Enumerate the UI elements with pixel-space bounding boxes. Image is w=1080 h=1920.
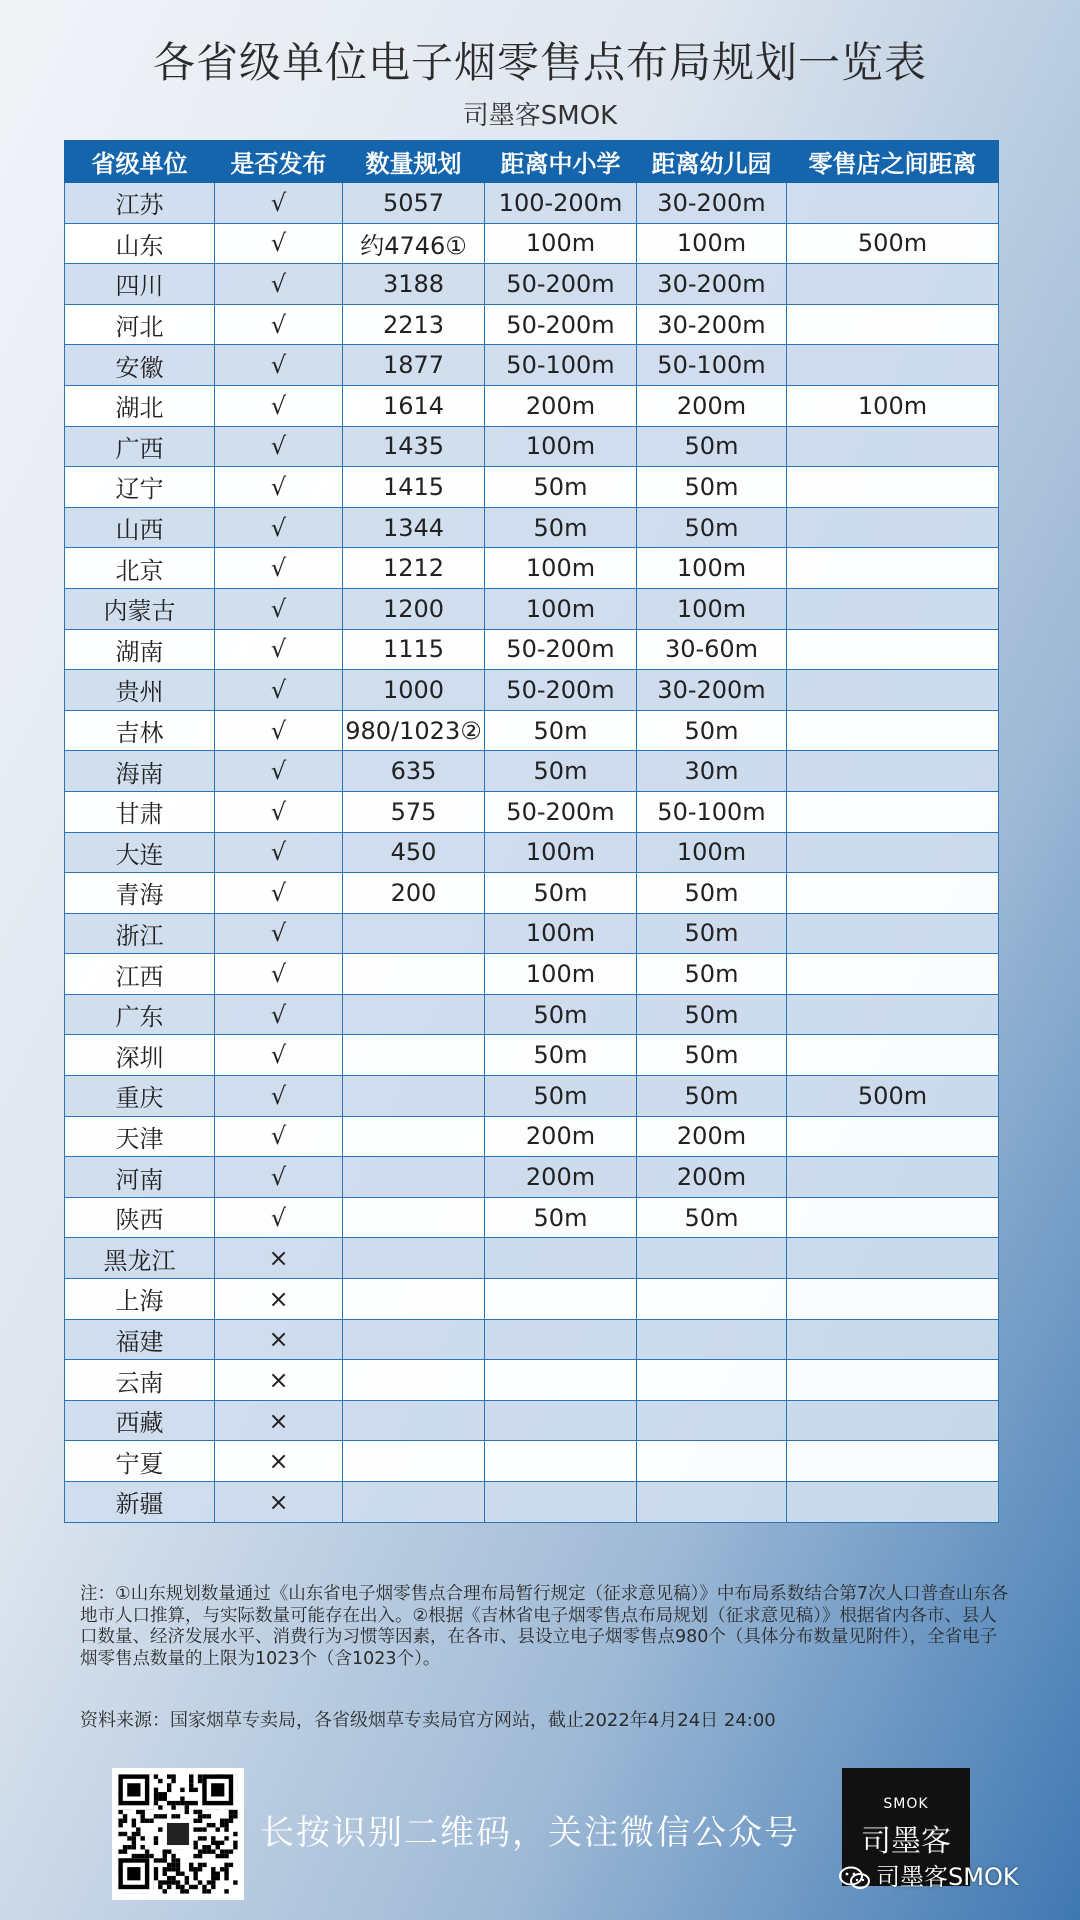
cell-published: × bbox=[215, 1482, 343, 1523]
table-row bbox=[65, 588, 999, 629]
logo-big-text: 司墨客 bbox=[861, 1824, 951, 1859]
table-row bbox=[65, 1482, 999, 1523]
cell-quantity: 1000 bbox=[343, 670, 485, 711]
cell-kindergarten-distance: 30m bbox=[637, 751, 787, 792]
cell-school-distance: 50-200m bbox=[485, 629, 637, 670]
cell-province: 天津 bbox=[65, 1116, 215, 1157]
cell-province: 内蒙古 bbox=[65, 588, 215, 629]
cell-province: 湖南 bbox=[65, 629, 215, 670]
cell-quantity bbox=[343, 1238, 485, 1279]
table-row bbox=[65, 670, 999, 711]
cell-province: 大连 bbox=[65, 832, 215, 873]
cell-store-distance bbox=[787, 1116, 999, 1157]
cell-quantity: 1115 bbox=[343, 629, 485, 670]
cell-kindergarten-distance: 50m bbox=[637, 507, 787, 548]
cell-quantity bbox=[343, 1482, 485, 1523]
cell-store-distance bbox=[787, 588, 999, 629]
cell-store-distance: 100m bbox=[787, 385, 999, 426]
cell-province: 云南 bbox=[65, 1360, 215, 1401]
cell-quantity: 980/1023② bbox=[343, 710, 485, 751]
cell-store-distance bbox=[787, 1400, 999, 1441]
cell-province: 吉林 bbox=[65, 710, 215, 751]
cell-province: 贵州 bbox=[65, 670, 215, 711]
table-row bbox=[65, 426, 999, 467]
cell-kindergarten-distance bbox=[637, 1441, 787, 1482]
cell-published: √ bbox=[215, 1116, 343, 1157]
cell-published: √ bbox=[215, 345, 343, 386]
cell-province: 广东 bbox=[65, 994, 215, 1035]
table-row bbox=[65, 304, 999, 345]
cell-province: 安徽 bbox=[65, 345, 215, 386]
cell-published: √ bbox=[215, 791, 343, 832]
cell-store-distance bbox=[787, 345, 999, 386]
table-row bbox=[65, 1441, 999, 1482]
cell-quantity: 1435 bbox=[343, 426, 485, 467]
cell-province: 海南 bbox=[65, 751, 215, 792]
cell-school-distance bbox=[485, 1441, 637, 1482]
table-header-row bbox=[65, 141, 999, 183]
cell-province: 湖北 bbox=[65, 385, 215, 426]
cell-quantity bbox=[343, 1441, 485, 1482]
data-source: 资料来源：国家烟草专卖局，各省级烟草专卖局官方网站，截止2022年4月24日 24:00 bbox=[80, 1710, 776, 1731]
cell-quantity bbox=[343, 913, 485, 954]
table-row bbox=[65, 629, 999, 670]
table-body bbox=[65, 183, 999, 1523]
cell-province: 河北 bbox=[65, 304, 215, 345]
cell-published: √ bbox=[215, 264, 343, 305]
cell-province: 江西 bbox=[65, 954, 215, 995]
table-row bbox=[65, 1076, 999, 1117]
cell-kindergarten-distance: 100m bbox=[637, 223, 787, 264]
header-store-distance: 零售店之间距离 bbox=[787, 141, 999, 183]
cell-kindergarten-distance: 30-200m bbox=[637, 304, 787, 345]
cell-quantity: 3188 bbox=[343, 264, 485, 305]
cell-published: × bbox=[215, 1238, 343, 1279]
table-row bbox=[65, 994, 999, 1035]
cell-store-distance bbox=[787, 873, 999, 914]
cell-quantity: 575 bbox=[343, 791, 485, 832]
cell-kindergarten-distance: 100m bbox=[637, 548, 787, 589]
table-row bbox=[65, 1400, 999, 1441]
page-subtitle: 司墨客SMOK bbox=[462, 101, 618, 131]
cell-kindergarten-distance: 50m bbox=[637, 710, 787, 751]
cell-province: 宁夏 bbox=[65, 1441, 215, 1482]
table-row bbox=[65, 548, 999, 589]
cell-published: √ bbox=[215, 913, 343, 954]
cell-school-distance: 50m bbox=[485, 710, 637, 751]
cell-published: √ bbox=[215, 994, 343, 1035]
cell-store-distance bbox=[787, 913, 999, 954]
cell-school-distance: 100m bbox=[485, 588, 637, 629]
cell-store-distance bbox=[787, 264, 999, 305]
cell-published: × bbox=[215, 1279, 343, 1320]
cell-kindergarten-distance: 200m bbox=[637, 1157, 787, 1198]
table-row bbox=[65, 345, 999, 386]
cell-province: 辽宁 bbox=[65, 467, 215, 508]
cell-kindergarten-distance: 200m bbox=[637, 1116, 787, 1157]
cell-store-distance bbox=[787, 791, 999, 832]
cell-quantity: 1877 bbox=[343, 345, 485, 386]
table-row bbox=[65, 183, 999, 224]
cell-school-distance: 200m bbox=[485, 1157, 637, 1198]
cell-school-distance: 50-200m bbox=[485, 670, 637, 711]
cell-published: √ bbox=[215, 223, 343, 264]
cell-kindergarten-distance: 50m bbox=[637, 994, 787, 1035]
header-kindergarten-distance: 距离幼儿园 bbox=[637, 141, 787, 183]
cell-quantity: 2213 bbox=[343, 304, 485, 345]
table-row bbox=[65, 873, 999, 914]
cell-school-distance: 50-200m bbox=[485, 304, 637, 345]
follow-call-to-action: 长按识别二维码，关注微信公众号 bbox=[260, 1813, 800, 1853]
cell-published: √ bbox=[215, 385, 343, 426]
cell-province: 福建 bbox=[65, 1319, 215, 1360]
cell-store-distance bbox=[787, 1360, 999, 1401]
cell-kindergarten-distance: 30-200m bbox=[637, 264, 787, 305]
cell-province: 山西 bbox=[65, 507, 215, 548]
cell-store-distance bbox=[787, 1197, 999, 1238]
cell-school-distance bbox=[485, 1400, 637, 1441]
cell-kindergarten-distance bbox=[637, 1319, 787, 1360]
qr-code-icon[interactable] bbox=[112, 1768, 244, 1900]
cell-store-distance: 500m bbox=[787, 223, 999, 264]
cell-school-distance: 100m bbox=[485, 548, 637, 589]
cell-kindergarten-distance: 30-200m bbox=[637, 670, 787, 711]
logo-small-text: SMOK bbox=[883, 1796, 929, 1812]
cell-published: √ bbox=[215, 670, 343, 711]
cell-school-distance: 100m bbox=[485, 832, 637, 873]
cell-store-distance bbox=[787, 426, 999, 467]
cell-kindergarten-distance: 50-100m bbox=[637, 345, 787, 386]
cell-kindergarten-distance: 50m bbox=[637, 1035, 787, 1076]
cell-kindergarten-distance: 50m bbox=[637, 426, 787, 467]
page-title: 各省级单位电子烟零售点布局规划一览表 bbox=[152, 38, 927, 87]
table-row bbox=[65, 1279, 999, 1320]
cell-published: × bbox=[215, 1319, 343, 1360]
cell-kindergarten-distance: 30-200m bbox=[637, 183, 787, 224]
cell-quantity: 1614 bbox=[343, 385, 485, 426]
cell-kindergarten-distance bbox=[637, 1400, 787, 1441]
cell-quantity bbox=[343, 1319, 485, 1360]
cell-kindergarten-distance: 30-60m bbox=[637, 629, 787, 670]
cell-quantity bbox=[343, 1157, 485, 1198]
cell-quantity: 1344 bbox=[343, 507, 485, 548]
cell-kindergarten-distance: 100m bbox=[637, 832, 787, 873]
cell-quantity bbox=[343, 1035, 485, 1076]
table-row bbox=[65, 913, 999, 954]
cell-quantity bbox=[343, 1197, 485, 1238]
cell-province: 陕西 bbox=[65, 1197, 215, 1238]
cell-published: √ bbox=[215, 426, 343, 467]
cell-province: 上海 bbox=[65, 1279, 215, 1320]
cell-kindergarten-distance: 50m bbox=[637, 1076, 787, 1117]
cell-school-distance: 100m bbox=[485, 954, 637, 995]
table-row bbox=[65, 1360, 999, 1401]
cell-store-distance bbox=[787, 507, 999, 548]
cell-quantity bbox=[343, 954, 485, 995]
cell-province: 黑龙江 bbox=[65, 1238, 215, 1279]
cell-province: 浙江 bbox=[65, 913, 215, 954]
cell-province: 甘肃 bbox=[65, 791, 215, 832]
cell-school-distance: 50m bbox=[485, 751, 637, 792]
cell-school-distance: 100m bbox=[485, 223, 637, 264]
table-row bbox=[65, 791, 999, 832]
cell-kindergarten-distance: 100m bbox=[637, 588, 787, 629]
cell-province: 江苏 bbox=[65, 183, 215, 224]
cell-store-distance bbox=[787, 304, 999, 345]
cell-published: × bbox=[215, 1441, 343, 1482]
cell-kindergarten-distance bbox=[637, 1279, 787, 1320]
cell-published: √ bbox=[215, 629, 343, 670]
cell-store-distance bbox=[787, 832, 999, 873]
cell-store-distance bbox=[787, 710, 999, 751]
cell-store-distance bbox=[787, 467, 999, 508]
cell-school-distance bbox=[485, 1238, 637, 1279]
header-province: 省级单位 bbox=[65, 141, 215, 183]
footnote: 注：①山东规划数量通过《山东省电子烟零售点合理布局暂行规定（征求意见稿）》中布局系数结合第7次人口普查山东各地市人口推算，与实际数量可能存在出入。②根据《吉林省电子烟零售点布局规划（征求意见稿）》根据省内各市、县人口数量、经济发展水平、消费行为习惯等因素，在各市、县设立电子烟零售点980个（具体分布数量见附件），全省电子烟零售点数量的上限为1023个（含1023个）。 bbox=[80, 1584, 1009, 1669]
wechat-account bbox=[838, 1857, 1078, 1892]
cell-store-distance bbox=[787, 548, 999, 589]
cell-published: √ bbox=[215, 1076, 343, 1117]
cell-published: √ bbox=[215, 1197, 343, 1238]
cell-school-distance: 50m bbox=[485, 1197, 637, 1238]
cell-school-distance: 50-200m bbox=[485, 264, 637, 305]
table-row bbox=[65, 1116, 999, 1157]
cell-quantity bbox=[343, 1116, 485, 1157]
cell-quantity bbox=[343, 1076, 485, 1117]
cell-quantity: 5057 bbox=[343, 183, 485, 224]
cell-school-distance bbox=[485, 1319, 637, 1360]
cell-kindergarten-distance: 50m bbox=[637, 1197, 787, 1238]
cell-province: 河南 bbox=[65, 1157, 215, 1198]
cell-store-distance bbox=[787, 629, 999, 670]
cell-store-distance bbox=[787, 1238, 999, 1279]
cell-published: √ bbox=[215, 873, 343, 914]
wechat-account-name: 司墨客SMOK bbox=[876, 1863, 1019, 1891]
table-row bbox=[65, 1035, 999, 1076]
cell-province: 四川 bbox=[65, 264, 215, 305]
cell-kindergarten-distance: 50m bbox=[637, 467, 787, 508]
cell-published: √ bbox=[215, 588, 343, 629]
cell-published: √ bbox=[215, 710, 343, 751]
cell-store-distance: 500m bbox=[787, 1076, 999, 1117]
cell-quantity: 约4746① bbox=[343, 223, 485, 264]
table-row bbox=[65, 832, 999, 873]
cell-published: √ bbox=[215, 1035, 343, 1076]
cell-published: √ bbox=[215, 548, 343, 589]
cell-school-distance: 100m bbox=[485, 913, 637, 954]
cell-province: 广西 bbox=[65, 426, 215, 467]
cell-quantity bbox=[343, 1279, 485, 1320]
cell-store-distance bbox=[787, 954, 999, 995]
cell-store-distance bbox=[787, 994, 999, 1035]
cell-published: √ bbox=[215, 304, 343, 345]
header-school-distance: 距离中小学 bbox=[485, 141, 637, 183]
table-row bbox=[65, 954, 999, 995]
cell-school-distance: 100-200m bbox=[485, 183, 637, 224]
cell-published: √ bbox=[215, 467, 343, 508]
cell-quantity: 200 bbox=[343, 873, 485, 914]
cell-school-distance: 50m bbox=[485, 873, 637, 914]
cell-kindergarten-distance: 50m bbox=[637, 913, 787, 954]
cell-kindergarten-distance: 50m bbox=[637, 954, 787, 995]
cell-store-distance bbox=[787, 183, 999, 224]
cell-quantity: 1200 bbox=[343, 588, 485, 629]
cell-published: √ bbox=[215, 183, 343, 224]
cell-school-distance: 100m bbox=[485, 426, 637, 467]
cell-store-distance bbox=[787, 751, 999, 792]
cell-province: 北京 bbox=[65, 548, 215, 589]
cell-store-distance bbox=[787, 1319, 999, 1360]
cell-published: √ bbox=[215, 751, 343, 792]
table-row bbox=[65, 467, 999, 508]
table-row bbox=[65, 264, 999, 305]
table-row bbox=[65, 1197, 999, 1238]
table-row bbox=[65, 1238, 999, 1279]
cell-school-distance bbox=[485, 1279, 637, 1320]
cell-school-distance: 50m bbox=[485, 1076, 637, 1117]
cell-store-distance bbox=[787, 1157, 999, 1198]
header-quantity: 数量规划 bbox=[343, 141, 485, 183]
cell-province: 西藏 bbox=[65, 1400, 215, 1441]
header-published: 是否发布 bbox=[215, 141, 343, 183]
cell-published: √ bbox=[215, 507, 343, 548]
cell-quantity: 635 bbox=[343, 751, 485, 792]
cell-published: √ bbox=[215, 1157, 343, 1198]
cell-store-distance bbox=[787, 1482, 999, 1523]
cell-school-distance: 50-200m bbox=[485, 791, 637, 832]
cell-quantity bbox=[343, 1360, 485, 1401]
cell-province: 青海 bbox=[65, 873, 215, 914]
retail-plan-table bbox=[64, 140, 999, 1523]
cell-school-distance: 50m bbox=[485, 507, 637, 548]
table-row bbox=[65, 1319, 999, 1360]
table-row bbox=[65, 751, 999, 792]
cell-quantity: 450 bbox=[343, 832, 485, 873]
table-row bbox=[65, 1157, 999, 1198]
cell-kindergarten-distance: 200m bbox=[637, 385, 787, 426]
cell-quantity: 1212 bbox=[343, 548, 485, 589]
cell-school-distance: 50-100m bbox=[485, 345, 637, 386]
table-row bbox=[65, 507, 999, 548]
cell-kindergarten-distance: 50m bbox=[637, 873, 787, 914]
cell-published: √ bbox=[215, 832, 343, 873]
cell-school-distance: 200m bbox=[485, 385, 637, 426]
table-row bbox=[65, 710, 999, 751]
table-row bbox=[65, 385, 999, 426]
cell-school-distance bbox=[485, 1482, 637, 1523]
cell-kindergarten-distance: 50-100m bbox=[637, 791, 787, 832]
cell-store-distance bbox=[787, 1279, 999, 1320]
wechat-icon bbox=[838, 1866, 872, 1890]
cell-quantity: 1415 bbox=[343, 467, 485, 508]
cell-school-distance: 200m bbox=[485, 1116, 637, 1157]
cell-store-distance bbox=[787, 1035, 999, 1076]
cell-province: 新疆 bbox=[65, 1482, 215, 1523]
table-row bbox=[65, 223, 999, 264]
cell-province: 山东 bbox=[65, 223, 215, 264]
cell-published: × bbox=[215, 1400, 343, 1441]
cell-kindergarten-distance bbox=[637, 1360, 787, 1401]
cell-published: × bbox=[215, 1360, 343, 1401]
cell-published: √ bbox=[215, 954, 343, 995]
cell-school-distance: 50m bbox=[485, 994, 637, 1035]
cell-school-distance: 50m bbox=[485, 1035, 637, 1076]
cell-school-distance: 50m bbox=[485, 467, 637, 508]
cell-province: 深圳 bbox=[65, 1035, 215, 1076]
cell-school-distance bbox=[485, 1360, 637, 1401]
cell-province: 重庆 bbox=[65, 1076, 215, 1117]
cell-quantity bbox=[343, 1400, 485, 1441]
cell-kindergarten-distance bbox=[637, 1238, 787, 1279]
cell-kindergarten-distance bbox=[637, 1482, 787, 1523]
cell-store-distance bbox=[787, 670, 999, 711]
qr-code-pattern bbox=[114, 1770, 242, 1898]
cell-quantity bbox=[343, 994, 485, 1035]
cell-store-distance bbox=[787, 1441, 999, 1482]
